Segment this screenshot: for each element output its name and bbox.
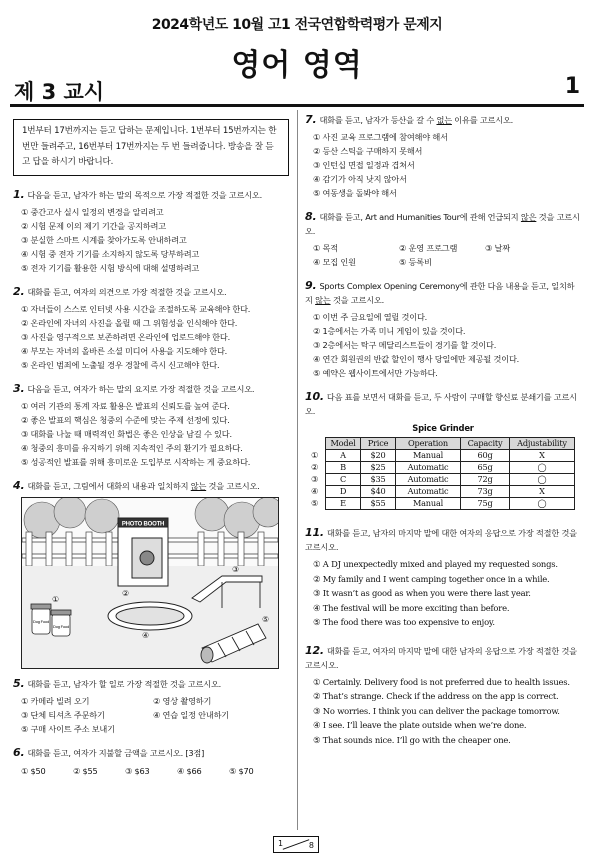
option-4[interactable]: ④ 연간 회원권의 반값 할인이 행사 당일에만 제공될 것이다.: [313, 354, 520, 364]
col-header: Price: [361, 438, 396, 450]
question-3: [13, 382, 289, 469]
option-2[interactable]: ② My family and I went camping together once in a while.: [313, 573, 550, 584]
cell: Manual: [396, 450, 461, 462]
question-prompt-end: 것을 고르시오.: [305, 212, 580, 236]
option-5[interactable]: ⑤ 여동생을 돌봐야 해서: [313, 188, 397, 198]
cell: ◯: [510, 462, 575, 474]
page-number: 1: [564, 74, 580, 99]
row-marker[interactable]: ⑤: [311, 498, 319, 508]
cell: 73g: [461, 486, 510, 498]
marker-1: ①: [52, 594, 59, 604]
row-marker[interactable]: ②: [311, 462, 319, 472]
question-prompt: 대화를 듣고, 여자의 마지막 말에 대한 남자의 응답으로 가장 적절한 것을 고르시오.: [305, 645, 577, 670]
marker-3: ③: [232, 564, 239, 574]
question-number: 6.: [13, 745, 25, 759]
question-prompt: 대화를 듣고, 남자가 등산을 갈 수: [319, 115, 437, 125]
option-1[interactable]: ① 자녀들이 스스로 인터넷 사용 시간을 조절하도록 교육해야 한다.: [21, 303, 251, 314]
option-4[interactable]: ④ $66: [177, 765, 202, 776]
page-total: 8: [308, 841, 314, 850]
option-3[interactable]: ③ No worries. I think you can deliver the package tomorrow.: [313, 705, 560, 716]
option-1[interactable]: ① 이번 주 금요일에 열릴 것이다.: [313, 312, 428, 322]
col-header: Capacity: [461, 438, 510, 450]
option-5[interactable]: ⑤ $70: [229, 765, 254, 776]
option-2[interactable]: ② 온라인에 자녀의 사진을 올릴 때 그 위험성을 인식해야 한다.: [21, 317, 238, 328]
option-2[interactable]: ② 운영 프로그램: [399, 243, 458, 253]
option-3[interactable]: ③ 인턴십 면접 일정과 겹쳐서: [313, 160, 415, 170]
option-2[interactable]: ② 시험 문제 이의 제기 기간을 공지하려고: [21, 220, 166, 231]
question-prompt: 대화를 듣고, 남자가 할 일로 가장 적절한 것을 고르시오.: [27, 678, 222, 689]
question-prompt: 대화를 듣고, 여자의 의견으로 가장 적절한 것을 고르시오.: [27, 286, 227, 297]
spice-grinder-table: [325, 437, 575, 510]
question-8: [305, 210, 581, 269]
cell: $55: [361, 498, 396, 510]
question-prompt: 대화를 듣고, 남자의 마지막 말에 대한 여자의 응답으로 가장 적절한 것을 고르시오.: [305, 528, 577, 552]
cell: 75g: [461, 498, 510, 510]
column-divider: [297, 110, 298, 830]
cell: $20: [361, 450, 396, 462]
marker-2: ②: [122, 588, 129, 598]
row-markers: [311, 449, 318, 509]
cell: A: [326, 450, 361, 462]
option-4[interactable]: ④ The festival will be more exciting than before.: [313, 602, 510, 613]
question-6: [13, 746, 289, 778]
jar-label: Dog Food: [53, 623, 69, 629]
left-column: [13, 113, 289, 788]
question-prompt: 다음을 듣고, 남자가 하는 말의 목적으로 가장 적절한 것을 고르시오.: [27, 189, 263, 200]
question-number: 7.: [305, 113, 317, 126]
option-4[interactable]: ④ 모집 인원: [313, 257, 356, 267]
dog-pool: [108, 602, 192, 630]
option-5[interactable]: ⑤ 등록비: [399, 257, 432, 267]
option-4[interactable]: ④ 부모는 자녀의 올바른 소셜 미디어 사용을 지도해야 한다.: [21, 345, 228, 356]
table-row: [326, 474, 575, 486]
table-row: [326, 498, 575, 510]
question-prompt: 다음 표를 보면서 대화를 듣고, 두 사람이 구매할 향신료 분쇄기를 고르시오.: [305, 392, 577, 416]
cell: C: [326, 474, 361, 486]
question-number: 10.: [305, 390, 324, 403]
table-row: [326, 450, 575, 462]
question-number: 2.: [13, 284, 25, 298]
cell: E: [326, 498, 361, 510]
question-10: [305, 390, 581, 510]
cell: Automatic: [396, 474, 461, 486]
question-9: [305, 279, 581, 380]
question-prompt: 대화를 듣고, Art and Humanities Tour에 관해 언급되지: [319, 212, 521, 222]
question-number: 3.: [13, 381, 25, 395]
option-4[interactable]: ④ 연습 일정 안내하기: [153, 709, 230, 720]
question-2: [13, 285, 289, 372]
prompt-underlined: 없는: [436, 115, 452, 125]
option-2[interactable]: ② That’s strange. Check if the address on the app is correct.: [313, 691, 559, 701]
cell: $40: [361, 486, 396, 498]
question-prompt: 대화를 듣고, 그림에서 대화의 내용과 일치하지: [27, 480, 191, 491]
question-5: [13, 677, 289, 736]
col-header: Adjustability: [510, 438, 575, 450]
option-3[interactable]: ③ 대화를 나눌 때 매력적인 화법은 좋은 인상을 남길 수 있다.: [21, 428, 232, 439]
option-5[interactable]: ⑤ 성공적인 발표를 위해 흥미로운 도입부로 시작하는 게 중요하다.: [21, 456, 251, 467]
question-7: [305, 113, 581, 200]
question-prompt-end: 이유를 고르시오.: [451, 115, 514, 125]
right-column: [305, 113, 581, 757]
option-4[interactable]: ④ I see. I’ll leave the plate outside when we’re done.: [313, 720, 527, 730]
option-3[interactable]: ③ It wasn’t as good as when you were there last year.: [313, 588, 531, 598]
option-5[interactable]: ⑤ That sounds nice. I’ll go with the cheaper one.: [313, 734, 511, 745]
exam-title: 2024학년도 10월 고1 전국연합학력평가 문제지: [151, 17, 443, 33]
option-2[interactable]: ② 1층에서는 가족 미니 게임이 있을 것이다.: [313, 326, 466, 336]
row-marker[interactable]: ③: [311, 474, 319, 484]
option-1[interactable]: ① A DJ unexpectedly mixed and played my requested songs.: [313, 559, 558, 569]
option-4[interactable]: ④ 청중의 흥미를 유지하기 위해 지속적인 주의 환기가 필요하다.: [21, 442, 243, 453]
cell: B: [326, 462, 361, 474]
cell: X: [510, 486, 575, 498]
option-1[interactable]: ① 카메라 빌려 오기: [21, 695, 90, 706]
option-2[interactable]: ② 영상 촬영하기: [153, 695, 212, 706]
jar-label: Dog Food: [33, 618, 49, 624]
option-2[interactable]: ② $55: [73, 765, 98, 776]
option-5[interactable]: ⑤ 전자 기기를 활용한 시험 방식에 대해 설명하려고: [21, 262, 200, 273]
option-5[interactable]: ⑤ 구매 사이트 주소 보내기: [21, 723, 115, 734]
listening-notice: 1번부터 17번까지는 듣고 답하는 문제입니다. 1번부터 15번까지는 한 번만 들려주고, 16번부터 17번까지는 두 번 들려줍니다. 방송을 잘 듣고 답을 하시기 바랍니다.: [13, 119, 289, 176]
row-marker[interactable]: ①: [311, 450, 319, 460]
prompt-underlined: 않는: [190, 480, 207, 491]
table-title: Spice Grinder: [412, 423, 474, 433]
page-slash: [283, 839, 310, 850]
option-1[interactable]: ① 중간고사 실시 일정의 변경을 알리려고: [21, 206, 164, 217]
table-header-row: [326, 438, 575, 450]
cell: X: [510, 450, 575, 462]
col-header: Model: [326, 438, 361, 450]
question-number: 1.: [13, 187, 25, 201]
option-4[interactable]: ④ 감기가 아직 낫지 않아서: [313, 174, 407, 184]
page-current: 1: [278, 839, 284, 848]
prompt-underlined: 않은: [520, 212, 537, 222]
option-4[interactable]: ④ 시험 중 전자 기기를 소지하지 않도록 당부하려고: [21, 248, 200, 259]
option-5[interactable]: ⑤ 온라인 범죄에 노출될 경우 경찰에 즉시 신고해야 한다.: [21, 359, 220, 370]
question-number: 9.: [305, 279, 317, 292]
dog-park-illustration: [21, 497, 279, 669]
question-number: 4.: [13, 478, 25, 492]
option-2[interactable]: ② 등산 스틱을 구매하지 못해서: [313, 146, 423, 156]
row-marker[interactable]: ④: [311, 486, 319, 496]
booth-sign: PHOTO BOOTH: [121, 521, 165, 527]
cell: ◯: [510, 498, 575, 510]
header-rule: [10, 104, 584, 107]
period-label: 제 3 교시: [14, 80, 105, 104]
cell: 65g: [461, 462, 510, 474]
question-number: 11.: [305, 526, 324, 539]
question-number: 12.: [305, 643, 324, 657]
cell: $25: [361, 462, 396, 474]
option-5[interactable]: ⑤ The food there was too expensive to enjoy.: [313, 617, 495, 627]
question-prompt: Sports Complex Opening Ceremony에 관한 다음 내용을 듣고, 일치하지: [305, 281, 575, 305]
prompt-underlined: 않는: [315, 295, 331, 305]
subject-title: 영어 영역: [231, 48, 363, 83]
option-3[interactable]: ③ 분실한 스마트 시계를 찾아가도록 안내하려고: [21, 234, 187, 245]
option-3[interactable]: ③ 사진을 영구적으로 보존하려면 온라인에 업로드해야 한다.: [21, 331, 230, 342]
illustration-svg: [22, 498, 278, 668]
cell: 72g: [461, 474, 510, 486]
option-3[interactable]: ③ $63: [125, 765, 150, 776]
option-3[interactable]: ③ 단체 티셔츠 주문하기: [21, 709, 105, 720]
cell: Automatic: [396, 462, 461, 474]
option-5[interactable]: ⑤ 예약은 웹사이트에서만 가능하다.: [313, 368, 438, 378]
question-prompt: 다음을 듣고, 여자가 하는 말의 요지로 가장 적절한 것을 고르시오.: [27, 383, 255, 394]
question-number: 5.: [13, 676, 25, 690]
question-4: [13, 479, 289, 669]
option-1[interactable]: ① $50: [21, 765, 46, 776]
option-1[interactable]: ① 여러 기관의 통계 자료 활용은 발표의 신뢰도를 높여 준다.: [21, 400, 230, 411]
marker-4: ④: [142, 630, 149, 640]
question-11: [305, 526, 581, 630]
table-row: [326, 462, 575, 474]
option-1[interactable]: ① Certainly. Delivery food is not preferred due to health issues.: [313, 676, 570, 687]
page-indicator: [273, 836, 319, 853]
photo-booth: [118, 518, 168, 586]
question-prompt-end: 것을 고르시오.: [330, 295, 385, 305]
question-prompt: 대화를 듣고, 여자가 지불할 금액을 고르시오. [3점]: [27, 747, 205, 758]
question-prompt-end: 것을 고르시오.: [206, 480, 260, 491]
option-1[interactable]: ① 목적: [313, 243, 338, 253]
marker-5: ⑤: [262, 614, 269, 624]
cell: Automatic: [396, 486, 461, 498]
option-3[interactable]: ③ 2층에서는 탁구 메달리스트들이 경기를 할 것이다.: [313, 340, 497, 350]
cell: $35: [361, 474, 396, 486]
question-12: [305, 644, 581, 748]
table-row: [326, 486, 575, 498]
option-2[interactable]: ② 좋은 발표의 핵심은 청중의 수준에 맞는 주제 선정에 있다.: [21, 414, 230, 425]
question-number: 8.: [305, 210, 317, 223]
col-header: Operation: [396, 438, 461, 450]
cell: 60g: [461, 450, 510, 462]
option-3[interactable]: ③ 날짜: [485, 243, 510, 253]
question-1: [13, 188, 289, 275]
cell: Manual: [396, 498, 461, 510]
option-1[interactable]: ① 사진 교육 프로그램에 참여해야 해서: [313, 132, 448, 142]
cell: D: [326, 486, 361, 498]
cell: ◯: [510, 474, 575, 486]
